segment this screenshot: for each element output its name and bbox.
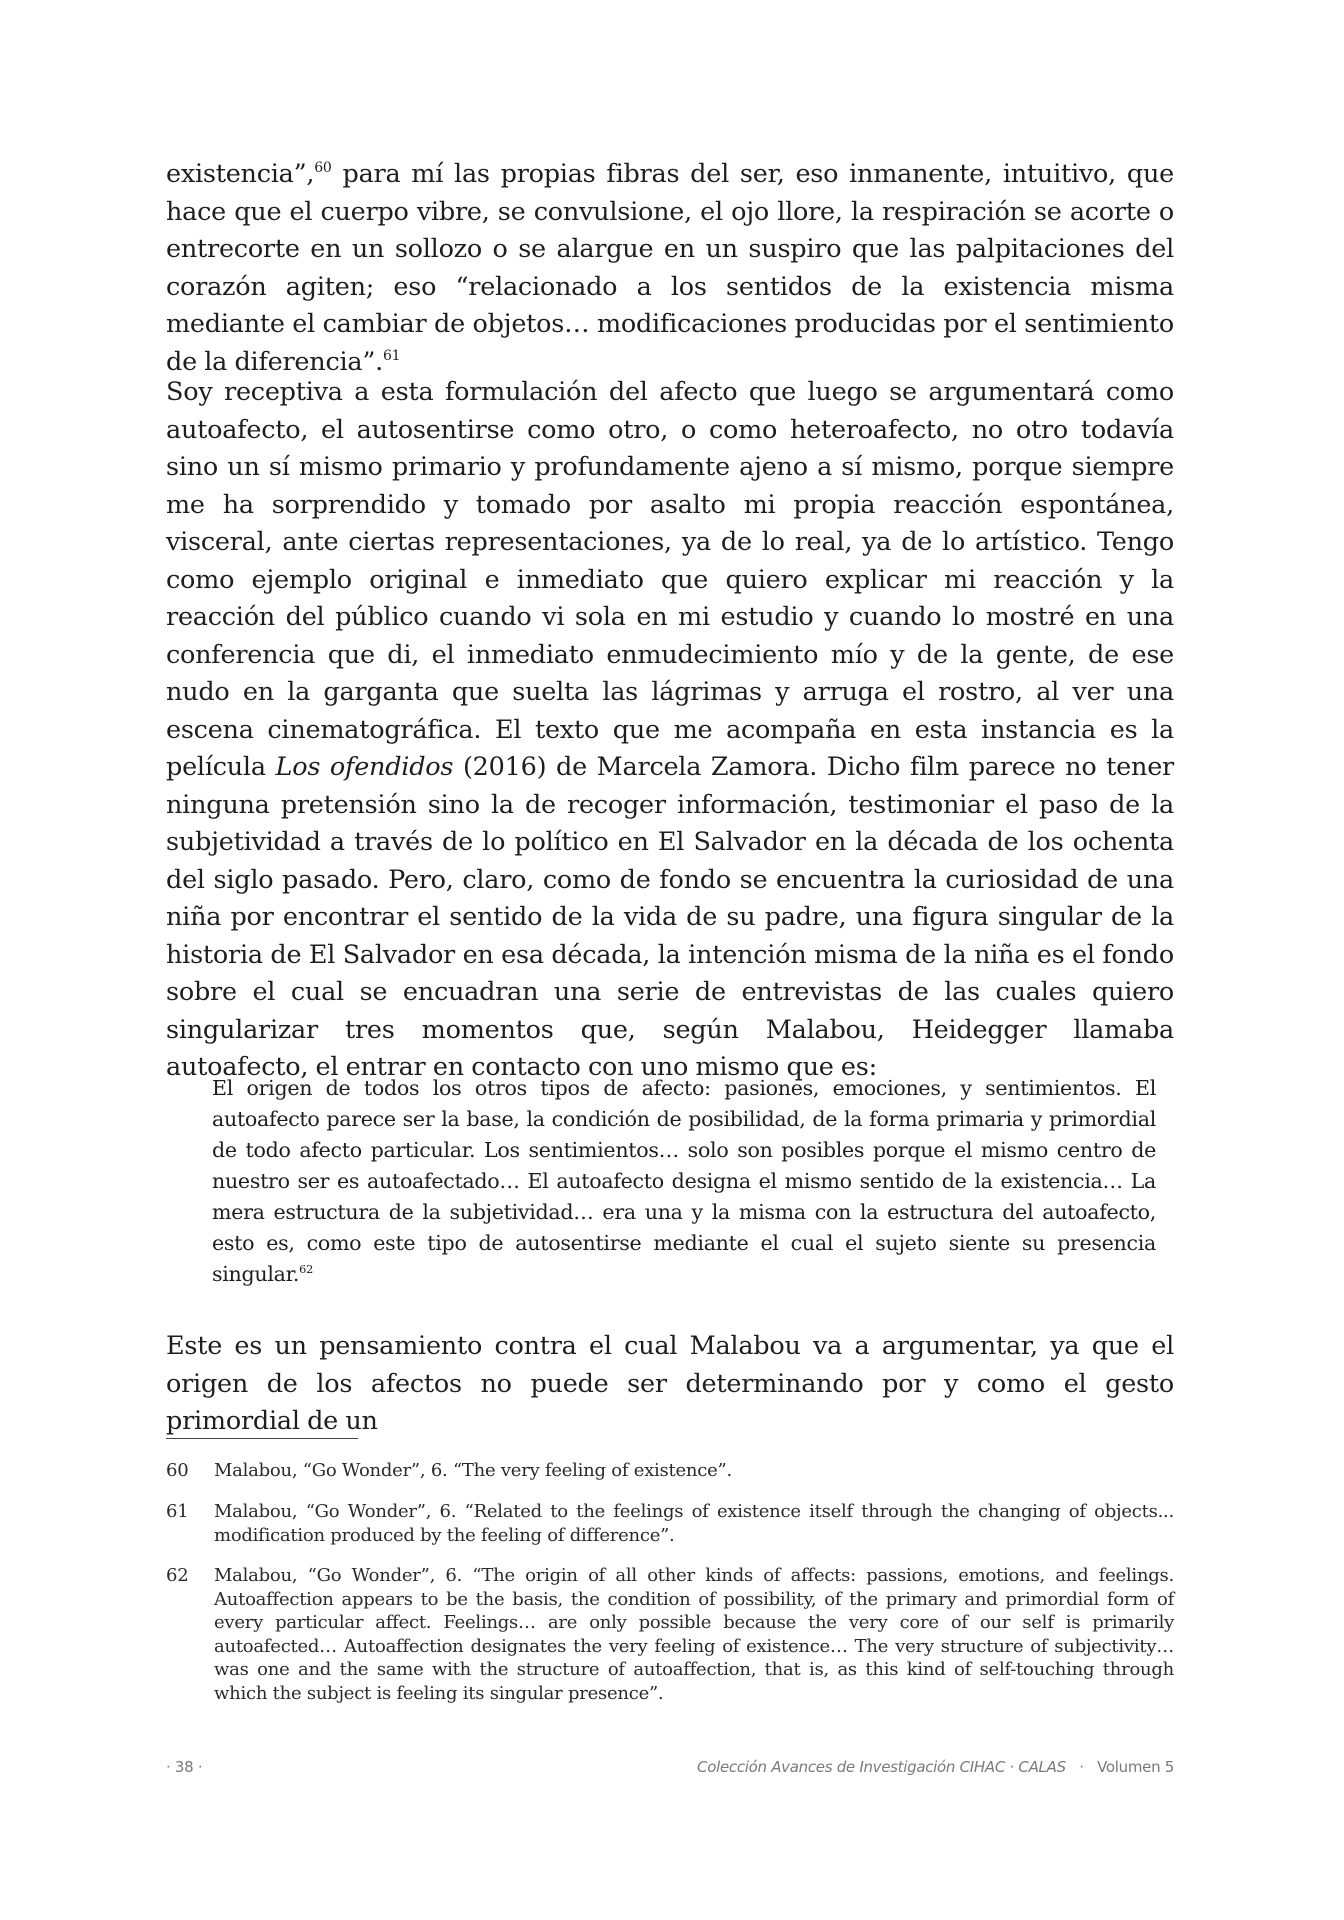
footnote-61 <box>166 1500 1174 1547</box>
body-paragraph <box>166 156 1174 381</box>
footer-separator: · <box>1079 1758 1084 1776</box>
body-paragraph <box>166 1328 1174 1441</box>
footnote-ref-62[interactable]: 62 <box>299 1262 313 1277</box>
paragraph-text: Este es un pensamiento contra el cual Malabou va a argumentar, ya que el origen de los afectos no puede ser determinando por y como el gesto primordial de un <box>166 1331 1174 1436</box>
footnote-number: 62 <box>166 1565 189 1586</box>
footnote-ref-60[interactable]: 60 <box>314 160 332 177</box>
footnote-ref-61[interactable]: 61 <box>382 347 401 364</box>
paragraph-text: para mí las propias fibras del ser, eso inmanente, intuitivo, que hace que el cuerpo vibre, se convulsione, el ojo llore, la respiración se acorte o entrecorte en un sollozo o se alargue en un suspiro que las palpitaciones del corazón agiten; eso “relacionado a los sentidos de la existencia misma mediante el cambiar de objetos… modificaciones producidas por el sentimiento de la diferencia”. <box>166 159 1174 377</box>
quote-text: El origen de todos los otros tipos de afecto: pasiones, emociones, y sentimientos. El autoafecto parece ser la base, la condición de posibilidad, de la forma primaria y primordial de todo afecto particular. Los sentimientos… solo son posibles porque el mismo centro de nuestro ser es autoafectado… El autoafecto designa el mismo sentido de la existencia… La mera estructura de la subjetividad… era una y la misma con la estructura del autoafecto, esto es, como este tipo de autosentirse mediante el cual el sujeto siente su presencia singular. <box>212 1076 1156 1286</box>
paragraph-text: existencia”, <box>166 159 315 189</box>
footnote-text: Malabou, “Go Wonder”, 6. “Related to the feelings of existence itself through the changing of objects... modification produced by the feeling of difference”. <box>214 1501 1174 1546</box>
footnote-text: Malabou, “Go Wonder”, 6. “The very feeling of existence”. <box>214 1460 732 1481</box>
volume-label: Volumen 5 <box>1097 1758 1174 1776</box>
film-title: Los ofendidos <box>275 752 454 782</box>
footnote-60 <box>166 1459 1174 1483</box>
page-number: · 38 · <box>166 1758 203 1776</box>
body-paragraph <box>166 374 1174 1087</box>
block-quote <box>212 1073 1156 1290</box>
paragraph-text: (2016) de Marcela Zamora. Dicho film parece no tener ninguna pretensión sino la de recoger información, testimoniar el paso de la subjetividad a través de lo político en El Salvador en la década de los ochenta del siglo pasado. Pero, claro, como de fondo se encuentra la curiosidad de una niña por encontrar el sentido de la vida de su padre, una figura singular de la historia de El Salvador en esa década, la intención misma de la niña es el fondo sobre el cual se encuadran una serie de entrevistas de las cuales quiero singularizar tres momentos que, según Malabou, Heidegger llamaba autoafecto, el entrar en contacto con uno mismo que es: <box>166 752 1174 1082</box>
running-footer <box>697 1758 1174 1776</box>
paragraph-text: Soy receptiva a esta formulación del afecto que luego se argumentará como autoafecto, el autosentirse como otro, o como heteroafecto, no otro todavía sino un sí mismo primario y profundamente ajeno a sí mismo, porque siempre me ha sorprendido y tomado por asalto mi propia reacción espontánea, visceral, ante ciertas representaciones, ya de lo real, ya de lo artístico. Tengo como ejemplo original e inmediato que quiero explicar mi reacción y la reacción del público cuando vi sola en mi estudio y cuando lo mostré en una conferencia que di, el inmediato enmudecimiento mío y de la gente, de ese nudo en la garganta que suelta las lágrimas y arruga el rostro, al ver una escena cinematográfica. El texto que me acompaña en esta instancia es la película <box>166 377 1174 782</box>
footnote-number: 61 <box>166 1501 189 1522</box>
footnote-text: Malabou, “Go Wonder”, 6. “The origin of all other kinds of affects: passions, emotions, and feelings. Autoaffection appears to be the basis, the condition of possibility, of the primary and primordial form of every particular affect. Feelings… are only possible because the very core of our self is primarily autoafected… Autoaffection designates the very feeling of existence… The very structure of subjectivity… was one and the same with the structure of autoaffection, that is, as this kind of self-touching through which the subject is feeling its singular presence”. <box>214 1565 1174 1704</box>
footnote-number: 60 <box>166 1460 189 1481</box>
series-title: Colección Avances de Investigación CIHAC · CALAS <box>697 1758 1066 1776</box>
footnote-62 <box>166 1564 1174 1705</box>
footnote-divider <box>166 1438 358 1439</box>
